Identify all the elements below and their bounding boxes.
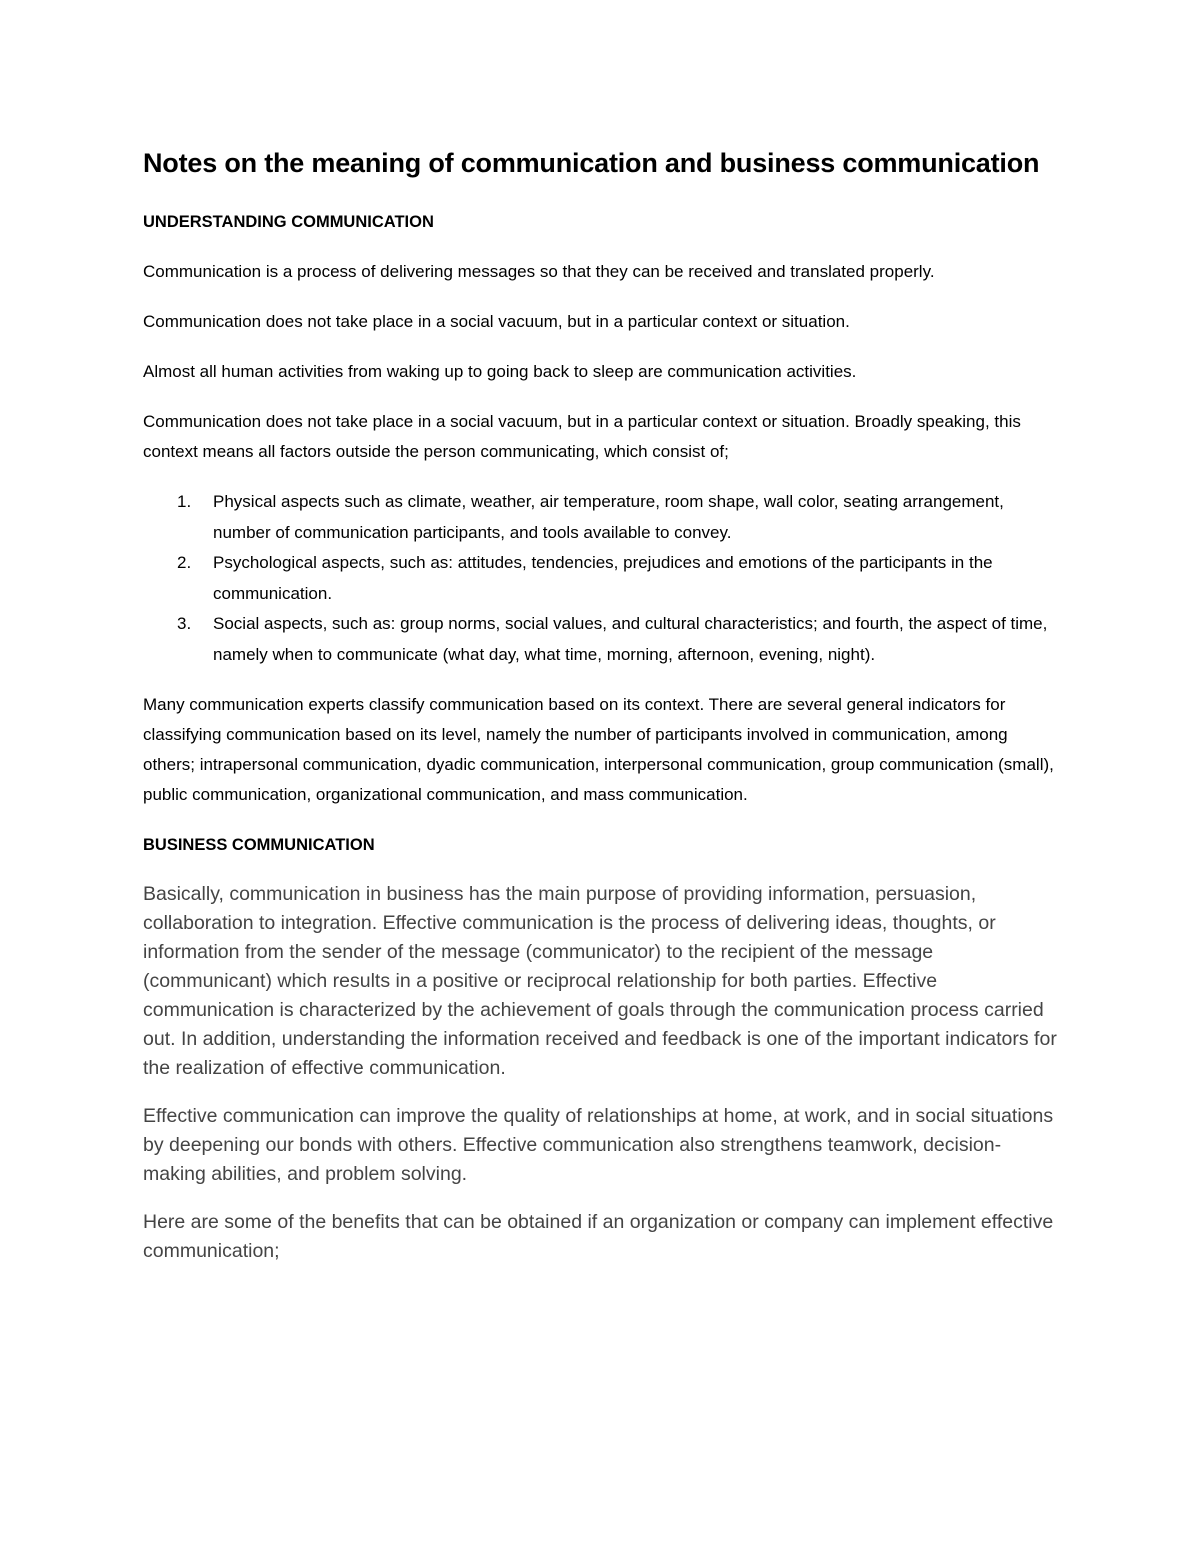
paragraph: Almost all human activities from waking up to going back to sleep are communication activities. bbox=[143, 362, 857, 381]
paragraph: Effective communication can improve the quality of relationships at home, at work, and in social situations by deepening our bonds with others. Effective communication also strengthens teamwork, decision-making abilities, and problem solving. bbox=[143, 1105, 1054, 1185]
paragraph: Communication does not take place in a social vacuum, but in a particular context or situation. Broadly speaking, this context means all factors outside the person communicating, which consist of; bbox=[143, 412, 1021, 461]
list-item-number: 3. bbox=[177, 614, 192, 633]
document-title: Notes on the meaning of communication and business communication bbox=[143, 148, 1040, 178]
list-item-number: 2. bbox=[177, 553, 192, 572]
section-heading-business: BUSINESS COMMUNICATION bbox=[143, 836, 375, 854]
paragraph: Communication is a process of delivering messages so that they can be received and translated properly. bbox=[143, 262, 935, 281]
list-item bbox=[143, 609, 1063, 670]
list-item-text: Psychological aspects, such as: attitudes, tendencies, prejudices and emotions of the participants in the communication. bbox=[213, 553, 993, 603]
list-item bbox=[143, 487, 1063, 548]
paragraph: Here are some of the benefits that can be obtained if an organization or company can implement effective communication; bbox=[143, 1211, 1054, 1262]
paragraph: Many communication experts classify communication based on its context. There are several general indicators for classifying communication based on its level, namely the number of participants involved in communication, among others; intrapersonal communication, dyadic communication, interpersonal communication, group communication (small), public communication, organizational communication, and mass communication. bbox=[143, 695, 1054, 804]
section-heading-understanding: UNDERSTANDING COMMUNICATION bbox=[143, 213, 434, 231]
list-item-text: Social aspects, such as: group norms, social values, and cultural characteristics; and fourth, the aspect of time, namely when to communicate (what day, what time, morning, afternoon, evening, night). bbox=[213, 614, 1048, 664]
context-factors-list bbox=[143, 487, 1063, 670]
paragraph: Communication does not take place in a social vacuum, but in a particular context or situation. bbox=[143, 312, 850, 331]
list-item bbox=[143, 548, 1063, 609]
list-item-number: 1. bbox=[177, 492, 192, 511]
list-item-text: Physical aspects such as climate, weather, air temperature, room shape, wall color, seating arrangement, number of communication participants, and tools available to convey. bbox=[213, 492, 1004, 542]
paragraph: Basically, communication in business has the main purpose of providing information, persuasion, collaboration to integration. Effective communication is the process of delivering ideas, thoughts, or information from the sender of the message (communicator) to the recipient of the message (communicant) which results in a positive or reciprocal relationship for both parties. Effective communication is characterized by the achievement of goals through the communication process carried out. In addition, understanding the information received and feedback is one of the important indicators for the realization of effective communication. bbox=[143, 883, 1057, 1079]
document-body bbox=[143, 145, 1063, 1285]
